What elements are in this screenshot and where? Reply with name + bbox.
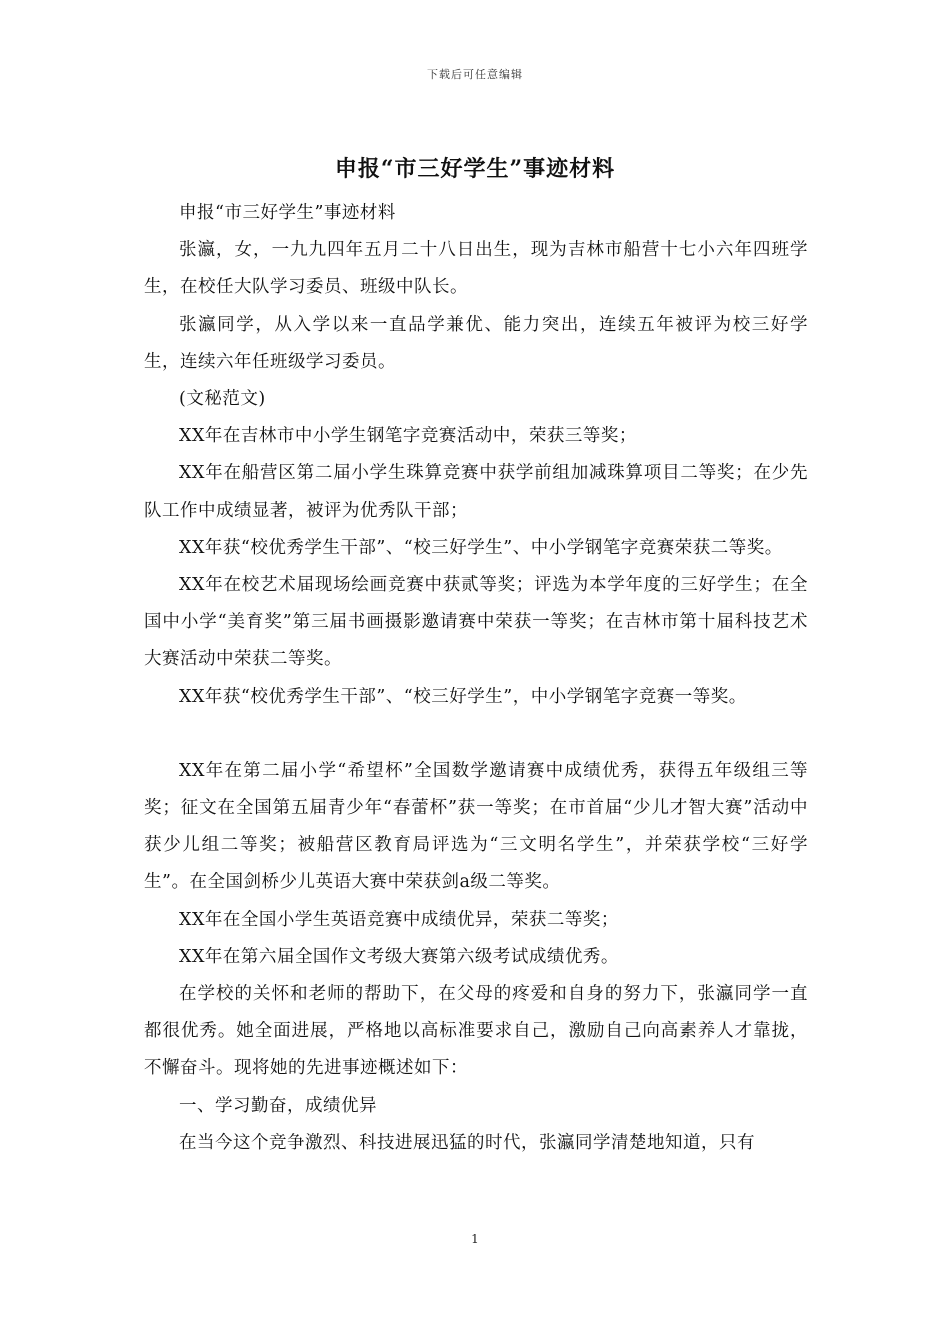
paragraph: 张瀛，女，一九九四年五月二十八日出生，现为吉林市船营十七小六年四班学生，在校任大队学习委员、班级中队长。 [144, 240, 808, 298]
paragraph: 在学校的关怀和老师的帮助下，在父母的疼爱和自身的努力下，张瀛同学一直都很优秀。她全面进展，严格地以高标准要求自己，激励自己向高素养人才靠拢，不懈奋斗。现将她的先进事迹概述如下： [144, 984, 808, 1079]
paragraph: 申报“市三好学生”事迹材料 [179, 203, 396, 223]
paragraph: XX年在全国小学生英语竞赛中成绩优异，荣获二等奖； [179, 909, 619, 930]
paragraph: 在当今这个竞争激烈、科技进展迅猛的时代，张瀛同学清楚地知道，只有 [179, 1132, 755, 1153]
paragraph: (文秘范文) [179, 389, 266, 410]
section-heading: 一、学习勤奋，成绩优异 [179, 1095, 377, 1116]
paragraph: XX年在校艺术届现场绘画竞赛中获贰等奖；评选为本学年度的三好学生；在全国中小学“美育奖”第三届书画摄影邀请赛中荣获一等奖；在吉林市第十届科技艺术大赛活动中荣获二等奖。 [144, 575, 808, 670]
paragraph: XX年在第二届小学“希望杯”全国数学邀请赛中成绩优秀，获得五年级组三等奖；征文在全国第五届青少年“春蕾杯”获一等奖；在市首届“少儿才智大赛”活动中获少儿组二等奖；被船营区教育局评选为“三文明名学生”，并荣获学校“三好学生”。在全国剑桥少儿英语大赛中荣获剑a级二等奖。 [144, 760, 808, 893]
document-title: 申报“市三好学生”事迹材料 [334, 156, 616, 182]
page-number: 1 [471, 1232, 479, 1246]
paragraph: XX年获“校优秀学生干部”、“校三好学生”，中小学钢笔字竞赛一等奖。 [179, 686, 747, 707]
paragraph: XX年在船营区第二届小学生珠算竞赛中获学前组加减珠算项目二等奖；在少先队工作中成绩显著，被评为优秀队干部； [144, 463, 808, 521]
document-body [144, 195, 808, 1162]
paragraph: 张瀛同学，从入学以来一直品学兼优、能力突出，连续五年被评为校三好学生，连续六年任班级学习委员。 [144, 314, 808, 372]
paragraph: XX年在吉林市中小学生钢笔字竞赛活动中，荣获三等奖； [179, 426, 637, 447]
paragraph: XX年在第六届全国作文考级大赛第六级考试成绩优秀。 [179, 946, 619, 967]
header-note: 下载后可任意编辑 [427, 68, 523, 81]
paragraph: XX年获“校优秀学生干部”、“校三好学生”、中小学钢笔字竞赛荣获二等奖。 [179, 537, 783, 558]
